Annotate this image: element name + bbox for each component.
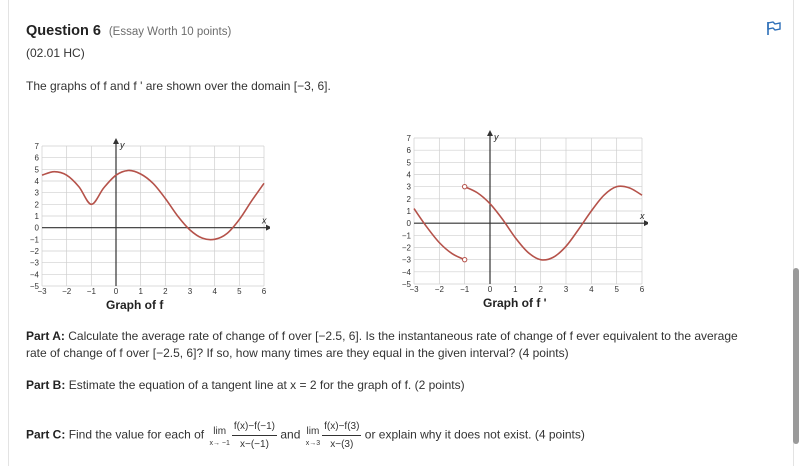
x-tick-label: 6 (261, 287, 267, 296)
part-c (26, 418, 585, 453)
y-tick-label: 4 (406, 170, 411, 180)
y-tick-label: −1 (29, 235, 39, 245)
part-a-label: Part A: (26, 329, 65, 343)
graph-f-prime (398, 130, 648, 310)
question-worth: (Essay Worth 10 points) (108, 26, 232, 38)
x-axis-arrow (644, 220, 648, 226)
limit-2 (306, 423, 320, 448)
y-tick-label: −4 (29, 270, 39, 280)
y-tick-label: 7 (406, 134, 411, 143)
y-tick-label: −5 (401, 280, 411, 289)
fraction-1-denominator: x−(−1) (240, 439, 269, 450)
x-tick-label: 3 (563, 285, 569, 294)
question-intro: The graphs of f and f ' are shown over the domain [−3, 6]. (26, 79, 331, 93)
limit-1-sub: x→ −1 (209, 440, 230, 447)
part-c-text-1: Find the value for each of (68, 427, 205, 442)
y-tick-label: 1 (34, 212, 39, 221)
y-tick-label: −1 (401, 231, 411, 241)
x-tick-label: 5 (614, 285, 619, 294)
x-tick-label: 2 (538, 285, 543, 294)
part-b (26, 377, 465, 394)
y-tick-label: −2 (29, 247, 39, 256)
x-tick-label: 6 (639, 285, 645, 294)
y-axis-arrow (487, 130, 493, 136)
graph-f-prime-caption: Graph of f ' (483, 296, 547, 310)
y-tick-label: −4 (401, 267, 411, 277)
x-tick-label: 3 (187, 287, 193, 296)
fraction-2-denominator: x−(3) (330, 439, 354, 450)
x-tick-label: 2 (163, 287, 168, 296)
y-tick-label: 2 (34, 200, 39, 210)
y-tick-label: 5 (34, 165, 39, 175)
y-tick-label: −5 (29, 282, 39, 291)
y-tick-label: 4 (34, 177, 39, 186)
limit-2-word: lim (306, 426, 320, 437)
x-tick-label: −2 (434, 285, 444, 294)
limit-1 (209, 423, 229, 448)
part-b-label: Part B: (26, 378, 66, 392)
x-tick-label: 1 (513, 285, 518, 294)
y-axis-label: y (120, 140, 125, 150)
x-tick-label: −3 (37, 287, 47, 296)
y-tick-label: 6 (406, 146, 411, 156)
x-axis-label: x (640, 211, 645, 222)
y-tick-label: −3 (401, 255, 411, 265)
part-c-text-2: or explain why it does not exist. (4 points) (364, 427, 585, 442)
question-code: (02.01 HC) (26, 46, 85, 60)
x-tick-label: −1 (460, 285, 470, 294)
x-tick-label: 1 (138, 287, 143, 296)
y-tick-label: 1 (406, 207, 411, 216)
x-tick-label: 0 (487, 285, 493, 294)
question-title: Question 6 (26, 23, 101, 39)
part-c-and: and (280, 427, 301, 442)
part-b-text: Estimate the equation of a tangent line at x = 2 for the graph of f. (2 points) (68, 378, 465, 392)
flag-icon[interactable] (766, 20, 782, 36)
y-tick-label: 5 (406, 158, 411, 168)
limit-2-sub: x→3 (305, 440, 321, 447)
part-a (26, 328, 761, 362)
y-tick-label: 0 (406, 219, 411, 229)
x-axis-arrow (266, 225, 270, 231)
y-tick-label: −2 (401, 243, 411, 253)
question-header (26, 22, 231, 39)
y-tick-label: −3 (29, 258, 39, 268)
graph-f (26, 136, 270, 312)
scrollbar[interactable] (793, 268, 799, 444)
x-axis-label: x (262, 215, 267, 226)
x-tick-label: −3 (409, 285, 419, 294)
y-tick-label: 0 (34, 223, 39, 233)
y-tick-label: 2 (406, 194, 411, 204)
x-tick-label: −2 (62, 287, 72, 296)
y-axis-label: y (494, 132, 499, 142)
open-endpoint (462, 257, 466, 261)
x-tick-label: −1 (86, 287, 96, 296)
limit-1-word: lim (213, 426, 227, 437)
x-tick-label: 0 (113, 287, 119, 296)
y-tick-label: 3 (406, 182, 411, 192)
part-a-text: Calculate the average rate of change of f over [−2.5, 6]. Is the instantaneous rate of change of f ever equivalent to the average rate of change of f over [−2.5, 6]? If so, how many times are they equal in the given interval? (4 points) (26, 329, 738, 360)
y-tick-label: 3 (34, 188, 39, 198)
x-tick-label: 5 (237, 287, 242, 296)
fraction-2 (322, 418, 361, 453)
fraction-2-numerator: f(x)−f(3) (322, 418, 361, 436)
x-tick-label: 4 (212, 287, 217, 296)
fraction-1 (232, 418, 277, 453)
y-tick-label: 7 (34, 142, 39, 151)
y-tick-label: 6 (34, 153, 39, 163)
fraction-1-numerator: f(x)−f(−1) (232, 418, 277, 436)
graph-f-caption: Graph of f (106, 298, 164, 312)
x-tick-label: 4 (589, 285, 594, 294)
y-axis-arrow (113, 138, 119, 144)
part-c-label: Part C: (26, 427, 66, 442)
open-endpoint (462, 184, 466, 188)
